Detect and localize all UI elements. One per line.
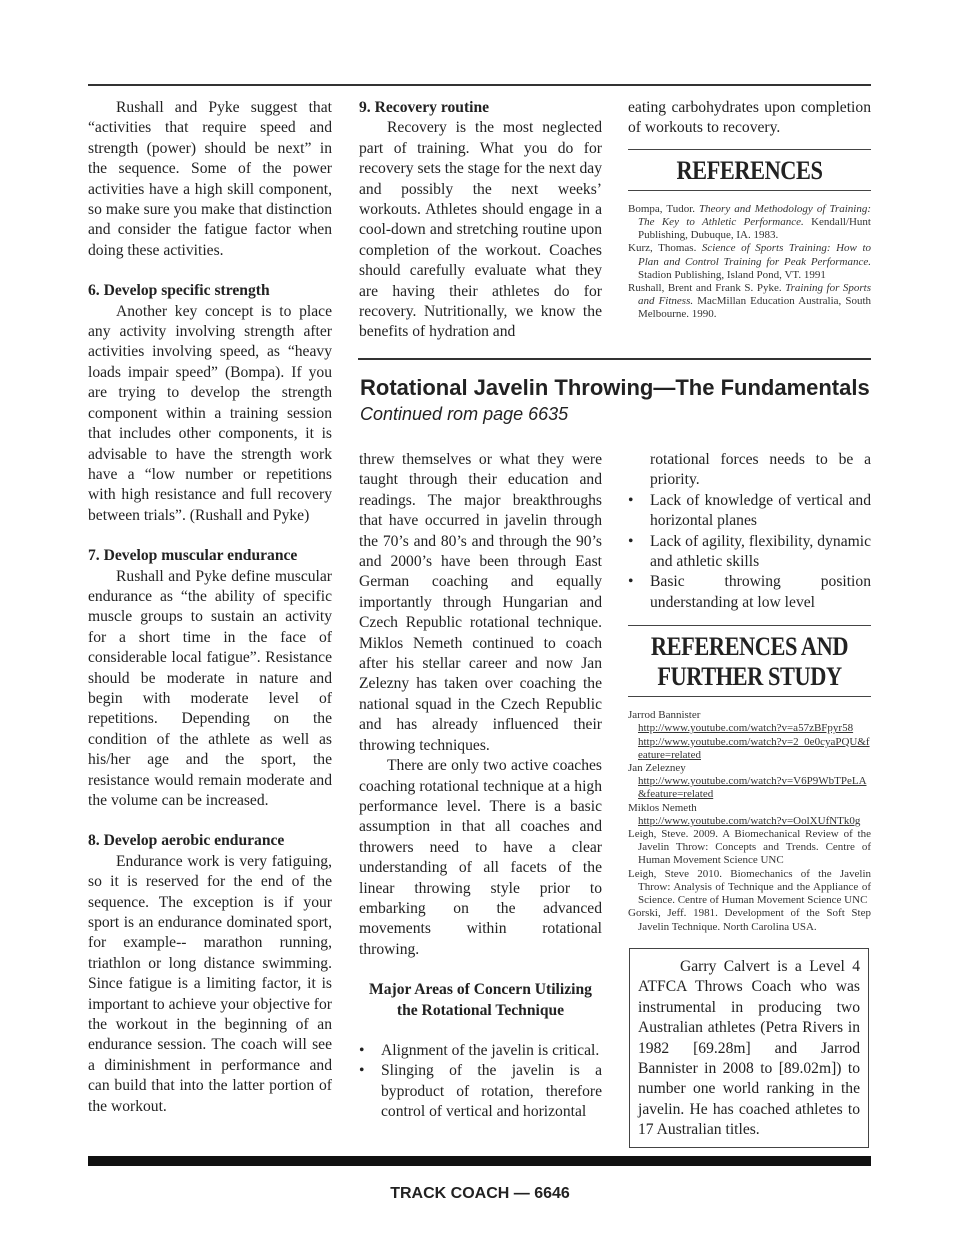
section-7-body: Rushall and Pyke define muscular endurance as “the ability of specific muscle groups to sustain an activity for a short time in the face of considerable local fatigue”. Resistance should be moderate in nature and begin with moderate level of repetitions. Depending on the condition of the athlete as well as his/her age and the sport, the resistance would remain moderate and the volume can be increased. [88, 567, 332, 809]
reference-item: Rushall, Brent and Frank S. Pyke. Training for Sports and Fitness. MacMillan Education Australia, South Melbourne. 1990. [628, 282, 872, 321]
section-9-body: Recovery is the most neglected part of training. What you do for recovery sets the stage for the next day and possibly the next weeks’ workouts. Athletes should engage in a cool-down and stretching routine upon completion of the workout. Coaches should carefully evaluate what they are having their athletes do for recovery. Nutritionally, we know the benefits of hydration and [359, 119, 602, 341]
ref-author: Miklos Nemeth [628, 801, 697, 814]
references-list [628, 203, 871, 322]
article-title: Rotational Javelin Throwing—The Fundamentals [360, 375, 870, 400]
references2-heading-line2: FURTHER STUDY [657, 662, 842, 692]
section-8-heading: 8. Develop aerobic endurance [88, 832, 285, 850]
references-rule-bottom [628, 190, 871, 191]
reference-item: Bompa, Tudor. Theory and Methodology of Training: The Key to Athletic Performance. Kendall/Hunt Publishing, Dubuque, IA. 1983. [628, 202, 872, 242]
ref-author: Jan Zelezney [628, 762, 686, 775]
section-9-heading: 9. Recovery routine [359, 99, 490, 116]
section-6-body: Another key concept is to place any activity involving strength after activities involving speed, as “heavy loads impair speed” (Bompa). If you are trying to develop the strength component within a training session that includes other components, it is advisable to have the strength work have a “low number or repetitions with high resistance and full recovery between trials”. (Rushall and Pyke) [88, 302, 332, 524]
section-8-body: Endurance work is very fatiguing, so it is reserved for the end of the sequence. The exception is if your sport is an endurance dominated sport, for example-- marathon running, triathlon or long distance swimming. Since fatigue is a limiting factor, it is important to achieve your objective for the workout in the beginning of an endurance session. The coach will see a diminishment in performance and can build that into the latter portion of the workout. [88, 852, 332, 1115]
references-rule-top [628, 149, 871, 150]
reference-item: Leigh, Steve 2010. Biomechanics of the Javelin Throw: Analysis of Technique and the Appliance of Science. Centre of Human Movement Science UNC [628, 867, 871, 907]
references2-heading-line1: REFERENCES AND [650, 632, 849, 662]
concerns-heading: Major Areas of Concern Utilizing the Rotational Technique [369, 981, 592, 1019]
ref-link[interactable]: http://www.youtube.com/watch?v=2_0e0cyaPQU&feature=related [638, 735, 870, 761]
article-col3-continued: rotational forces needs to be a priority. [650, 451, 871, 489]
bullet-item: • Lack of agility, flexibility, dynamic and athletic skills [628, 532, 871, 571]
ref-link[interactable]: http://www.youtube.com/watch?v=OolXUfNTk0g [638, 814, 861, 827]
bullet-item: • Lack of knowledge of vertical and horizontal planes [628, 491, 871, 530]
article-rule [358, 358, 871, 360]
author-bio-box: Garry Calvert is a Level 4 ATFCA Throws Coach who was instrumental in producing two Australian athletes (Petra Rivers in 1982 [69.28m] and Jarrod Bannister in 2008 to [89.02m]) to number one world ranking in the javelin. He has coached athletes to 17 Australian titles. [629, 948, 869, 1148]
reference-item: Gorski, Jeff. 1981. Development of the Soft Step Javelin Technique. North Carolina USA. [628, 907, 871, 933]
column-1 [88, 98, 332, 1117]
top-rule [88, 84, 871, 86]
ref-author: Jarrod Bannister [628, 709, 701, 722]
bullet-item: • Basic throwing position understanding at low level [628, 573, 871, 611]
bullet-item: • Alignment of the javelin is critical. [359, 1041, 600, 1059]
bullet-item: • Slinging of the javelin is a byproduct of rotation, therefore control of vertical and horizontal [359, 1062, 602, 1121]
references2-list [628, 709, 871, 933]
bottom-rule [88, 1156, 871, 1166]
section-7-heading: 7. Develop muscular endurance [88, 547, 298, 565]
page-footer: TRACK COACH — 6646 [390, 1185, 570, 1202]
article-paragraph-1: threw themselves or what they were taught through their education and readings. The major breakthroughs that have occurred in javelin through the 70’s and 80’s and through the 90’s and 2000’s have been through East German coaching and equally importantly through Hungarian and Czech Republic rotational technique. Miklos Nemeth continued to coach after his stellar career and now Jan Zelezny has taken over coaching the national squad in the Czech Republic and has already influenced their throwing techniques. [359, 451, 602, 754]
intro-paragraph: Rushall and Pyke suggest that “activities that require speed and strength (power) should be next” in the sequence. Some of the power activities have a high skill component, so make sure you make that distinction and consider the fatigue factor when doing these activities. [88, 99, 332, 259]
references2-rule-bottom [628, 696, 871, 697]
reference-item: Leigh, Steve. 2009. A Biomechanical Review of the Javelin Throw: Concepts and Trends. Centre of Human Movement Science UNC [628, 828, 871, 867]
reference-item: Kurz, Thomas. Science of Sports Training: How to Plan and Control Training for Peak Performance. Stadion Publishing, Island Pond, VT. 1991 [628, 242, 872, 281]
continued-paragraph: eating carbohydrates upon completion of workouts to recovery. [628, 99, 871, 137]
article-paragraph-2: There are only two active coaches coaching rotational technique at a high performance level. There is a basic assumption in that all coaches and throwers need to have a clear understanding of all facets of the linear throwing style prior to embarking on the advanced movements within rotational throwing. [359, 757, 602, 958]
references-heading: REFERENCES [676, 155, 823, 185]
column-2-top [359, 98, 602, 343]
ref-link[interactable]: http://www.youtube.com/watch?v=V6P9WbTPeLA&feature=related [638, 775, 867, 801]
ref-link[interactable]: http://www.youtube.com/watch?v=a57zBFpyr58 [638, 722, 854, 735]
section-6-heading: 6. Develop specific strength [88, 282, 270, 300]
article-column-3 [628, 450, 871, 934]
article-column-2 [359, 450, 602, 1123]
references2-rule-top [628, 625, 871, 626]
article-subtitle: Continued rom page 6635 [360, 404, 569, 424]
column-3-top [628, 98, 871, 322]
